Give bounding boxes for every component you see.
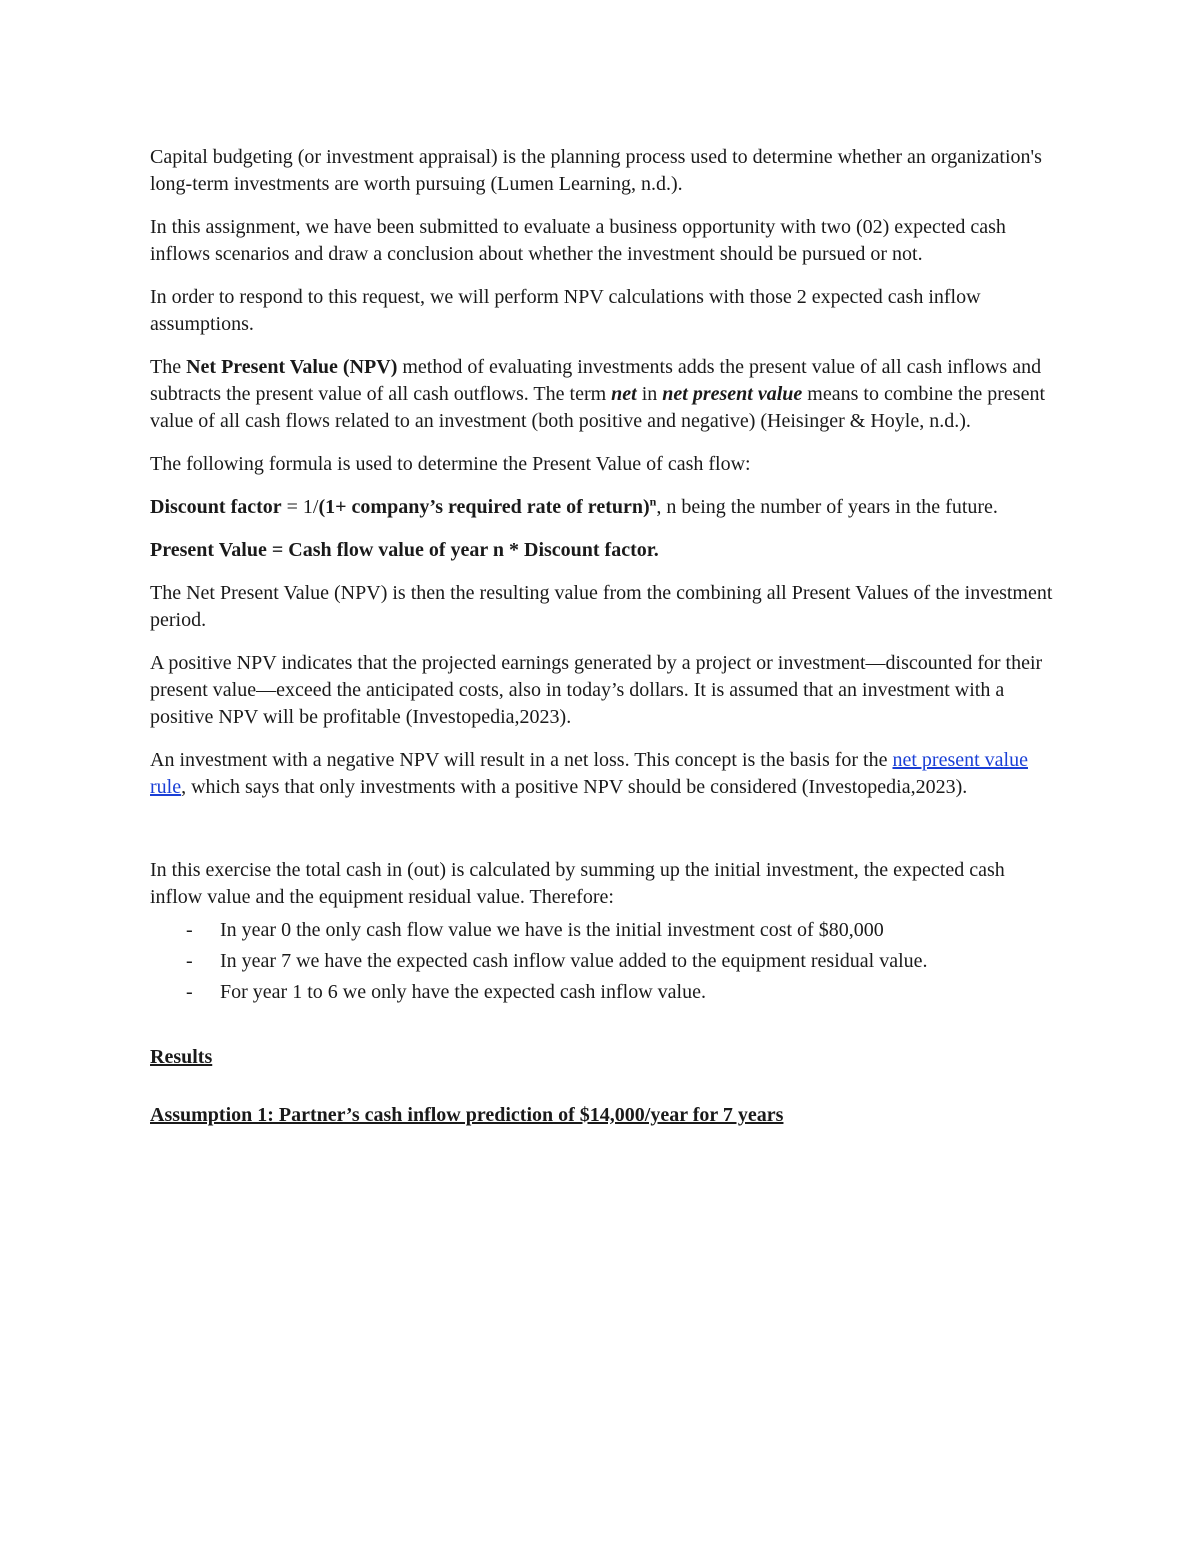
npv-def-post: means to combine the present value of all cash flows related to an investment (both positive and negative) (Heisinger & Hoyle, n.d.). <box>150 383 1046 432</box>
npv-term-bold: Net Present Value (NPV) <box>186 356 398 378</box>
paragraph-npv-result: The Net Present Value (NPV) is then the resulting value from the combining all Present Values of the investment period. <box>150 582 1053 631</box>
discount-factor-denominator: (1+ company’s required rate of return) <box>318 496 650 518</box>
discount-factor-post: , n being the number of years in the future. <box>656 496 998 518</box>
document-page <box>150 144 1060 1129</box>
npv-def-pre: The <box>150 356 187 378</box>
paragraph-capital-budgeting: Capital budgeting (or investment appraisal) is the planning process used to determine whether an organization's long-term investments are worth pursuing (Lumen Learning, n.d.). <box>150 146 1042 195</box>
npv-rule-link[interactable]: net present value rule <box>150 749 1028 798</box>
paragraph-npv-definition <box>150 354 1060 435</box>
assumption-1-heading: Assumption 1: Partner’s cash inflow prediction of $14,000/year for 7 years <box>150 1104 784 1126</box>
dash-marker: - <box>186 950 193 972</box>
npv-def-mid2: in <box>636 383 663 405</box>
paragraph-discount-factor-formula <box>150 494 1060 521</box>
discount-factor-label: Discount factor <box>150 496 282 518</box>
list-item-text: In year 0 the only cash flow value we have is the initial investment cost of $80,000 <box>220 919 884 941</box>
paragraph-total-cash: In this exercise the total cash in (out) is calculated by summing up the initial investment, the expected cash inflow value and the equipment residual value. Therefore: <box>150 859 1005 908</box>
paragraph-negative-npv <box>150 747 1060 801</box>
negative-npv-pre: An investment with a negative NPV will result in a net loss. This concept is the basis for the <box>150 749 893 771</box>
list-item <box>150 948 1060 975</box>
net-present-value-term-italic: net present value <box>662 383 803 405</box>
list-item-text: For year 1 to 6 we only have the expected cash inflow value. <box>220 981 706 1003</box>
discount-factor-exponent: n <box>649 494 657 509</box>
discount-factor-mid: = 1/ <box>281 496 319 518</box>
list-item <box>150 979 1060 1006</box>
results-heading: Results <box>150 1046 213 1068</box>
paragraph-assignment: In this assignment, we have been submitted to evaluate a business opportunity with two (02) expected cash inflows scenarios and draw a conclusion about whether the investment should be pursued or not. <box>150 216 1006 265</box>
npv-def-mid1: method of evaluating investments adds the present value of all cash inflows and subtracts the present value of all cash outflows. The term <box>150 356 1042 405</box>
paragraph-npv-request: In order to respond to this request, we will perform NPV calculations with those 2 expected cash inflow assumptions. <box>150 286 981 335</box>
dash-marker: - <box>186 919 193 941</box>
paragraph-positive-npv: A positive NPV indicates that the projected earnings generated by a project or investment—discounted for their present value—exceed the anticipated costs, also in today’s dollars. It is assumed that an investment with a positive NPV will be profitable (Investopedia,2023). <box>150 652 1043 728</box>
dash-marker: - <box>186 981 193 1003</box>
cash-flow-list <box>150 917 1060 1006</box>
negative-npv-post: , which says that only investments with a positive NPV should be considered (Investopedia,2023). <box>181 776 968 798</box>
blank-line <box>150 817 1060 857</box>
paragraph-present-value-formula: Present Value = Cash flow value of year n * Discount factor. <box>150 539 659 561</box>
net-term-italic: net <box>611 383 637 405</box>
list-item-text: In year 7 we have the expected cash inflow value added to the equipment residual value. <box>220 950 928 972</box>
list-item <box>150 917 1060 944</box>
paragraph-formula-intro: The following formula is used to determine the Present Value of cash flow: <box>150 453 751 475</box>
